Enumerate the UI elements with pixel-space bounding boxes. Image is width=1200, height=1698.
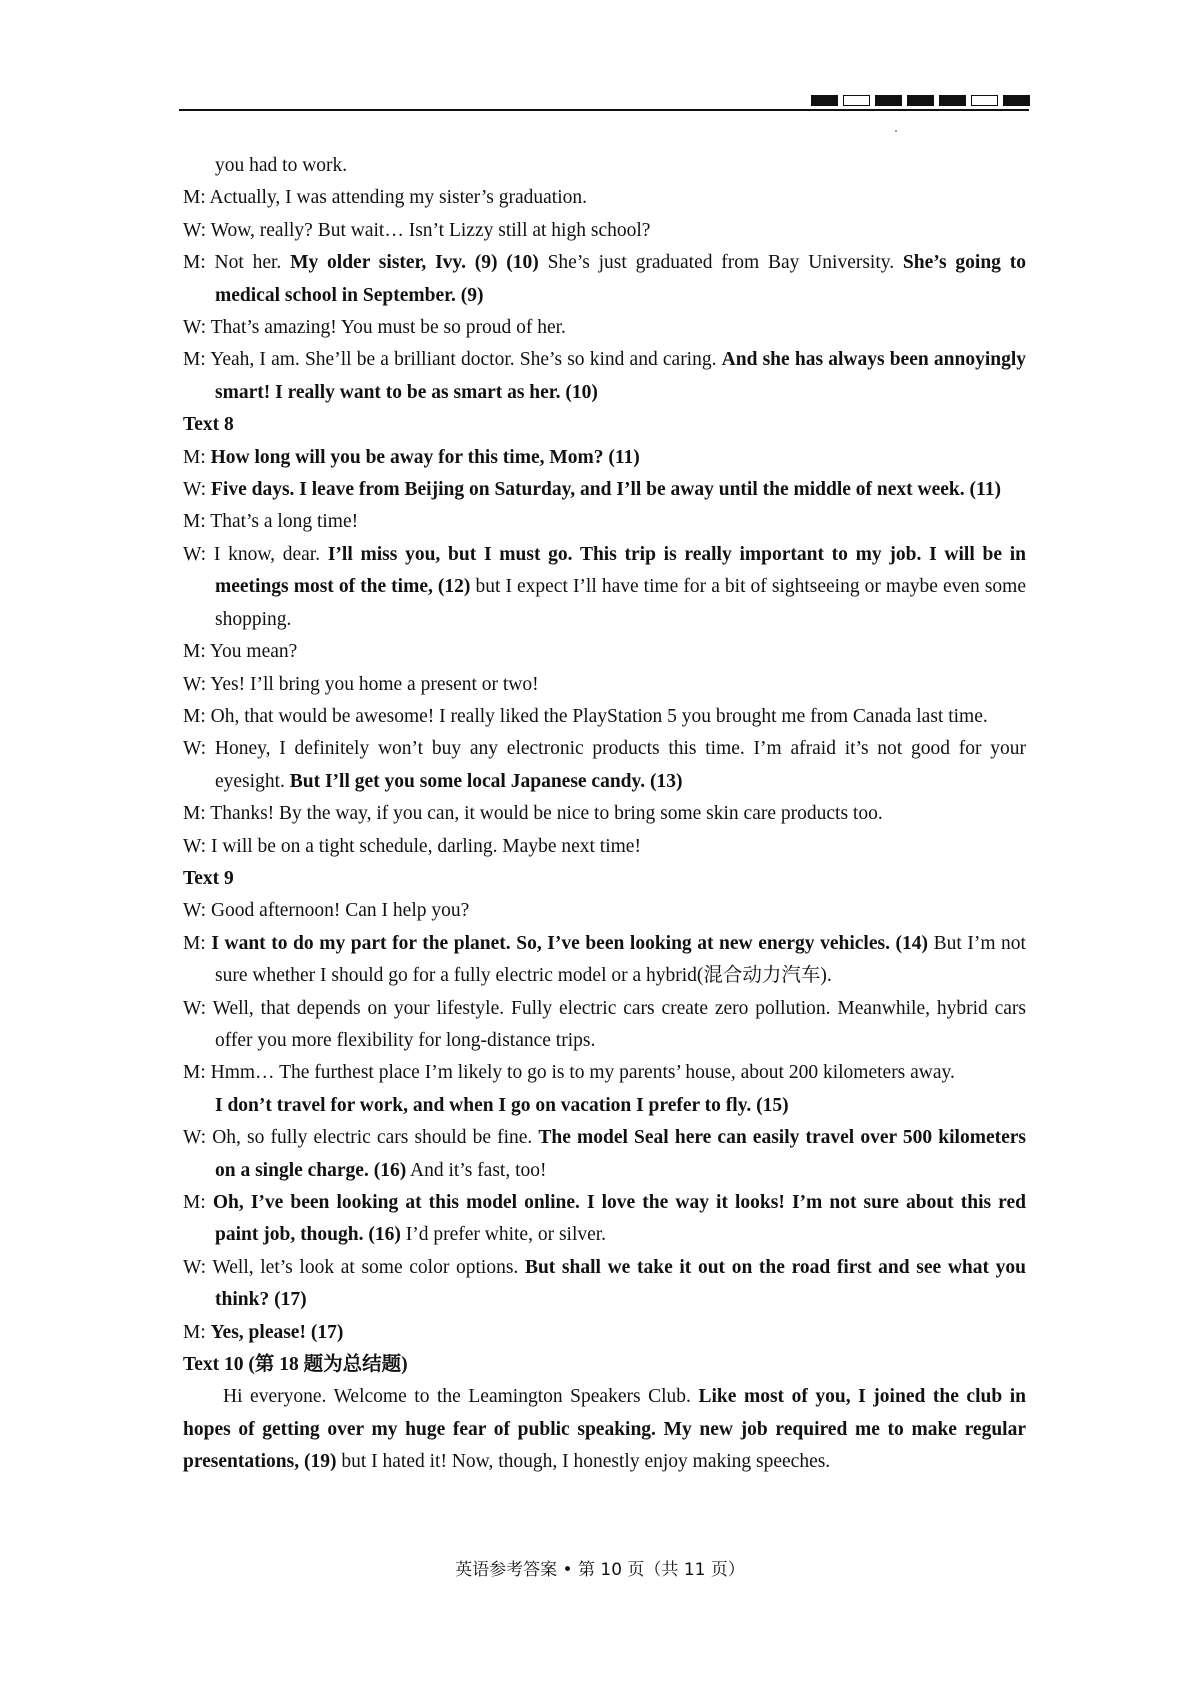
header-block [907,95,934,106]
dialogue-line [183,669,1026,701]
answer-key-text: Five days. I leave from Beijing on Saturday, and I’ll be away until the middle of next week. (11) [210,479,1001,501]
speaker-label: M: [183,1192,213,1213]
line-text: I’d prefer white, or silver. [400,1224,607,1246]
line-text: W: Good afternoon! Can I help you? [183,900,470,922]
line-text: M: That’s a long time! [183,511,359,533]
header-block [1003,95,1030,106]
header-block-strip [811,95,1030,106]
answer-key-text: My older sister, Ivy. (9) (10) [290,252,539,274]
header-block [971,95,998,106]
header-block [939,95,966,106]
transcript-body [183,150,1026,1479]
speaker-label: M: [183,446,211,468]
line-text: M: Yeah, I am. She’ll be a brilliant doctor. She’s so kind and caring. [183,349,722,371]
dialogue-line [183,831,1026,863]
line-text: M: Actually, I was attending my sister’s graduation. [183,187,588,209]
line-text: W: I will be on a tight schedule, darling. Maybe next time! [183,835,641,857]
line-text: M: Thanks! By the way, if you can, it would be nice to bring some skin care products too. [183,803,883,825]
header-block [811,95,838,106]
dialogue-line [183,636,1026,668]
dialogue-line [183,506,1026,538]
dialogue-line [183,733,1026,798]
line-text: M: You mean? [183,641,298,663]
line-text: W: Wow, really? But wait… Isn’t Lizzy still at high school? [183,219,651,241]
line-text: but I expect I’ll have time for a bit of sightseeing or maybe even some shopping. [215,576,1026,630]
dialogue-line [183,1187,1026,1252]
line-text: W: Yes! I’ll bring you home a present or two! [183,673,539,695]
speaker-label: W: [183,479,211,501]
line-text: W: Well, let’s look at some color options. [183,1256,525,1278]
dialogue-line [183,442,1026,474]
header-rule [179,109,1029,111]
dialogue-line [183,182,1026,214]
speaker-label: M: [183,1321,211,1343]
line-text: Hi everyone. Welcome to the Leamington Speakers Club. [223,1386,699,1408]
speaker-label: M: [183,932,212,954]
line-text: M: Not her. [183,252,291,274]
line-text: W: Oh, so fully electric cars should be fine. [183,1127,539,1149]
dialogue-line [183,1317,1026,1349]
dialogue-line [183,993,1026,1058]
section-heading: Text 8 [183,414,234,436]
line-text: M: Hmm… The furthest place I’m likely to go is to my parents’ house, about 200 kilometers away. [183,1062,955,1084]
dialogue-line [183,150,1026,182]
line-text: And it’s fast, too! [406,1159,547,1181]
dialogue-line [183,215,1026,247]
answer-key-text: But I’ll get you some local Japanese candy. (13) [289,770,683,792]
answer-key-text: I don’t travel for work, and when I go on vacation I prefer to fly. (15) [215,1094,789,1116]
dialogue-line [183,1122,1026,1187]
answer-key-text: The model Seal here can easily travel over 500 kilometers on a single charge. (16) [215,1127,1026,1181]
answer-key-text: How long will you be away for this time, Mom? (11) [210,446,640,468]
dialogue-line [183,247,1026,312]
dialogue-line [183,1057,1026,1122]
answer-key-text: And she has always been annoyingly smart! I really want to be as smart as her. (10) [215,349,1026,403]
line-text: W: That’s amazing! You must be so proud of her. [183,317,566,339]
dialogue-line [183,798,1026,830]
line-text: W: I know, dear. [183,543,328,565]
dialogue-line [183,474,1026,506]
dialogue-line [183,701,1026,733]
section-heading: Text 9 [183,867,234,889]
line-text: but I hated it! Now, though, I honestly enjoy making speeches. [336,1451,831,1473]
line-text: M: Oh, that would be awesome! I really liked the PlayStation 5 you brought me from Canada last time. [183,705,988,727]
line-text: W: Well, that depends on your lifestyle. Fully electric cars create zero pollution. Meanwhile, hybrid cars offer you more flexibility for long-distance trips. [183,997,1026,1051]
line-text: But I’m not sure whether I should go for a fully electric model or a hybrid(混合动力汽车). [215,932,1026,987]
answer-key-text: Oh, I’ve been looking at this model online. I love the way it looks! I’m not sure about this red paint job, though. (16) [212,1192,1026,1246]
dialogue-line [183,312,1026,344]
page-footer: 英语参考答案 • 第 10 页（共 11 页） [455,1560,745,1580]
dialogue-line [183,1252,1026,1317]
dialogue-line [183,928,1026,993]
answer-key-text: But shall we take it out on the road first and see what you think? (17) [215,1256,1026,1311]
line-text: She’s just graduated from Bay University. [538,252,903,274]
answer-key-text: She’s going to medical school in September. (9) [215,252,1026,306]
dialogue-line [183,344,1026,409]
dialogue-line [183,895,1026,927]
monologue-paragraph [183,1381,1026,1478]
section-heading: Text 10 (第 18 题为总结题) [183,1354,408,1376]
header-block [875,95,902,106]
answer-key-text: I want to do my part for the planet. So, I’ve been looking at new energy vehicles. (14) [211,932,929,954]
header-block [843,95,870,106]
answer-key-text: Yes, please! (17) [210,1321,344,1343]
line-text: W: Honey, I definitely won’t buy any electronic products this time. I’m afraid it’s not good for your eyesight. [183,738,1026,792]
dialogue-line [183,539,1026,636]
line-text: you had to work. [215,155,348,176]
scan-dot [895,130,897,132]
answer-key-text: I’ll miss you, but I must go. This trip is really important to my job. I will be in meetings most of the time, (12) [215,543,1026,598]
answer-key-text: Like most of you, I joined the club in hopes of getting over my huge fear of public speaking. My new job required me to make regular presentations, (19) [183,1386,1026,1473]
